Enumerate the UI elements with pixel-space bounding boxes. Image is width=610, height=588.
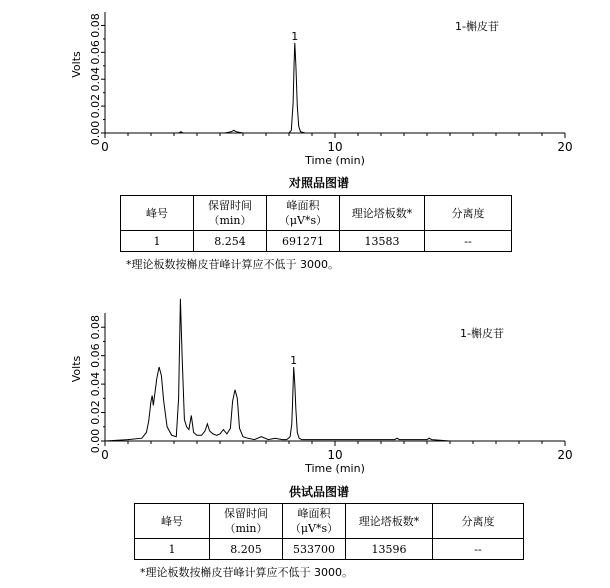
y-tick-label: 0.00: [89, 120, 102, 146]
sample-chart-title: 供试品图谱: [288, 485, 349, 499]
cell-theoretical-plates: 13596: [346, 539, 433, 560]
y-tick-label: 0.08: [89, 314, 102, 340]
x-tick-label: 10: [327, 140, 343, 154]
header-peak-area: 峰面积 （μV*s）: [283, 504, 346, 539]
sample-results-table: [134, 503, 524, 560]
header-retention-time: 保留时间 （min）: [210, 504, 283, 539]
reference-table-note: *理论板数按槲皮苷峰计算应不低于 3000。: [126, 258, 339, 271]
sample-chromatogram-chart: [0, 300, 610, 486]
x-tick-label: 20: [557, 448, 573, 462]
cell-resolution: --: [425, 231, 512, 252]
table-header-row: [135, 504, 524, 539]
y-tick-label: 0.02: [89, 400, 102, 425]
header-theoretical-plates: 理论塔板数*: [346, 504, 433, 539]
peak-label: 1: [290, 354, 298, 368]
chromatogram-trace: [105, 43, 565, 133]
peak-label: 1: [291, 29, 299, 43]
x-tick-label: 0: [101, 140, 109, 154]
header-resolution: 分离度: [425, 196, 512, 231]
x-axis-label: Time (min): [305, 462, 365, 475]
header-peak-no: 峰号: [121, 196, 194, 231]
table-row: [135, 539, 524, 560]
header-theoretical-plates: 理论塔板数*: [340, 196, 425, 231]
y-tick-label: 0.00: [89, 428, 102, 454]
x-axis-label: Time (min): [305, 154, 365, 167]
y-tick-label: 0.02: [89, 93, 102, 119]
cell-theoretical-plates: 13583: [340, 231, 425, 252]
sample-chromatogram-panel: [0, 300, 610, 588]
reference-chromatogram-chart: [0, 0, 610, 180]
y-axis-label: Volts: [70, 51, 83, 78]
table-header-row: [121, 196, 512, 231]
y-tick-label: 0.04: [89, 371, 102, 397]
cell-retention-time: 8.254: [194, 231, 267, 252]
cell-peak-area: 691271: [267, 231, 340, 252]
x-tick-label: 10: [327, 448, 343, 462]
reference-results-table: [120, 195, 512, 252]
cell-peak-no: 1: [121, 231, 194, 252]
reference-chromatogram-panel: [0, 0, 610, 290]
header-peak-no: 峰号: [135, 504, 210, 539]
sample-table-note: *理论板数按槲皮苷峰计算应不低于 3000。: [140, 566, 353, 579]
reference-chart-title: 对照品图谱: [288, 176, 349, 190]
y-tick-label: 0.04: [89, 66, 102, 92]
x-tick-label: 0: [101, 448, 109, 462]
header-peak-area: 峰面积 （μV*s）: [267, 196, 340, 231]
cell-resolution: --: [433, 539, 524, 560]
y-tick-label: 0.06: [89, 343, 102, 368]
cell-peak-no: 1: [135, 539, 210, 560]
y-tick-label: 0.06: [89, 40, 102, 65]
x-tick-label: 20: [557, 140, 573, 154]
y-axis-label: Volts: [70, 355, 83, 383]
cell-retention-time: 8.205: [210, 539, 283, 560]
header-resolution: 分离度: [433, 504, 524, 539]
y-tick-label: 0.08: [89, 13, 102, 38]
table-row: [121, 231, 512, 252]
header-retention-time: 保留时间 （min）: [194, 196, 267, 231]
peak-annotation: 1-槲皮苷: [455, 20, 499, 33]
peak-annotation: 1-槲皮苷: [460, 327, 504, 340]
cell-peak-area: 533700: [283, 539, 346, 560]
chromatogram-trace: [105, 299, 565, 441]
